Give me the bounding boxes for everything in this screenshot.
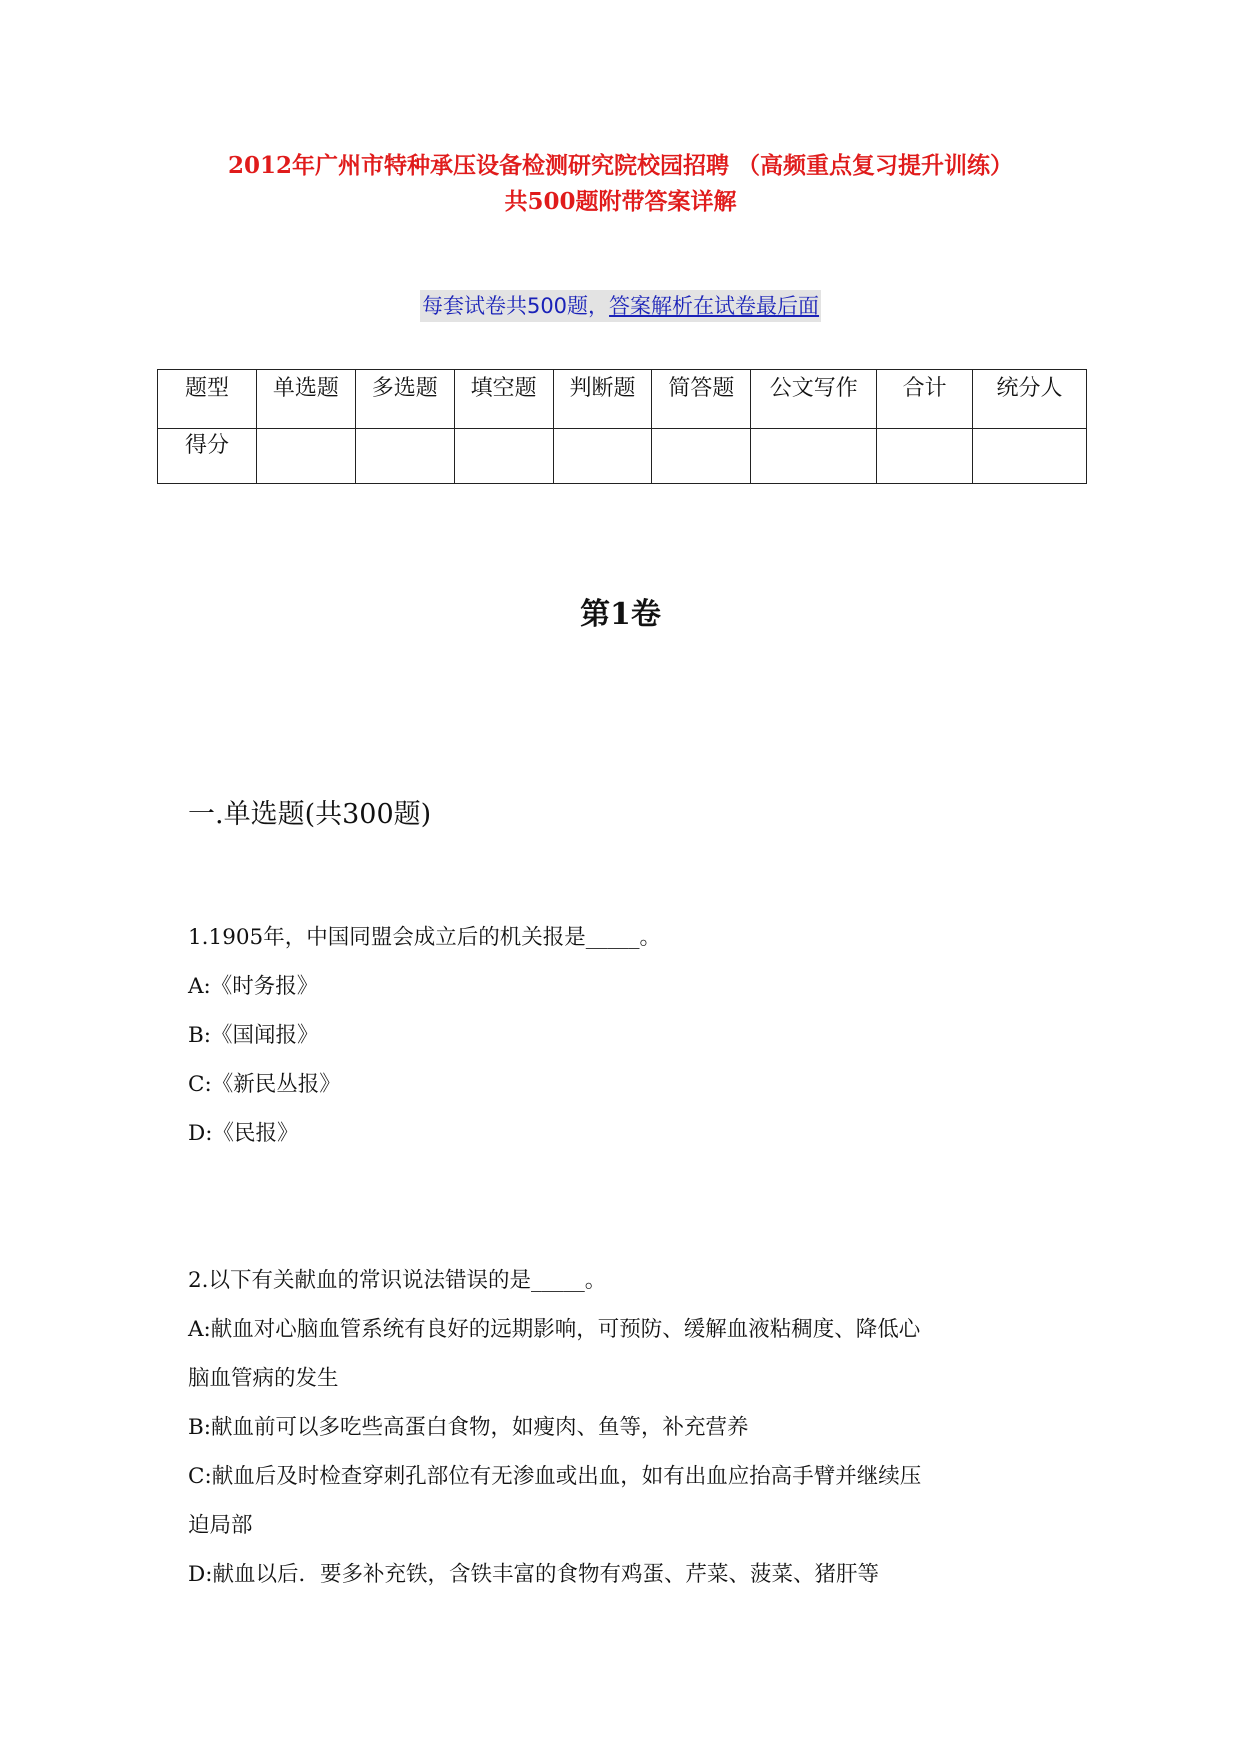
header-cell: 合计 bbox=[877, 370, 973, 429]
option-a: A:献血对心脑血管系统有良好的远期影响，可预防、缓解血液粘稠度、降低心 bbox=[188, 1317, 921, 1342]
header-cell: 判断题 bbox=[553, 370, 652, 429]
option-c: C:献血后及时检查穿刺孔部位有无渗血或出血，如有出血应抬高手臂并继续压 bbox=[188, 1464, 922, 1489]
section-title: 一.单选题(共300题) bbox=[188, 799, 432, 830]
score-cell[interactable] bbox=[877, 429, 973, 484]
volume-title: 第1卷 bbox=[580, 597, 661, 632]
score-cell[interactable] bbox=[652, 429, 751, 484]
header-cell: 统分人 bbox=[973, 370, 1087, 429]
score-cell[interactable] bbox=[553, 429, 652, 484]
document-title-line-1: 2012年广州市特种承压设备检测研究院校园招聘 （高频重点复习提升训练） bbox=[227, 152, 1014, 179]
header-cell: 公文写作 bbox=[751, 370, 877, 429]
option-b: B:献血前可以多吃些高蛋白食物，如瘦肉、鱼等，补充营养 bbox=[188, 1415, 749, 1440]
score-table-score-row bbox=[158, 429, 1087, 484]
score-cell[interactable] bbox=[454, 429, 553, 484]
question-stem: 1.1905年，中国同盟会成立后的机关报是_____。 bbox=[188, 925, 661, 950]
score-row-label: 得分 bbox=[158, 429, 257, 484]
score-cell[interactable] bbox=[256, 429, 355, 484]
option-d: D:《民报》 bbox=[188, 1121, 299, 1146]
document-title-line-2: 共500题附带答案详解 bbox=[504, 188, 737, 215]
subtitle-text: 每套试卷共500题， bbox=[421, 294, 610, 318]
score-table-header-row bbox=[158, 370, 1087, 429]
subtitle bbox=[420, 290, 821, 322]
score-cell[interactable] bbox=[973, 429, 1087, 484]
option-c-continued: 迫局部 bbox=[188, 1513, 253, 1538]
header-cell: 填空题 bbox=[454, 370, 553, 429]
option-a-continued: 脑血管病的发生 bbox=[188, 1366, 339, 1391]
score-cell[interactable] bbox=[355, 429, 454, 484]
question-1 bbox=[188, 913, 1068, 1158]
header-cell: 多选题 bbox=[355, 370, 454, 429]
header-cell: 单选题 bbox=[256, 370, 355, 429]
option-d: D:献血以后．要多补充铁，含铁丰富的食物有鸡蛋、芹菜、菠菜、猪肝等 bbox=[188, 1562, 879, 1587]
header-cell: 简答题 bbox=[652, 370, 751, 429]
option-c: C:《新民丛报》 bbox=[188, 1072, 341, 1097]
score-table bbox=[157, 369, 1087, 484]
subtitle-container bbox=[0, 290, 1241, 322]
score-cell[interactable] bbox=[751, 429, 877, 484]
option-a: A:《时务报》 bbox=[188, 974, 319, 999]
option-b: B:《国闻报》 bbox=[188, 1023, 319, 1048]
header-cell: 题型 bbox=[158, 370, 257, 429]
question-2 bbox=[188, 1256, 1068, 1599]
subtitle-link[interactable]: 答案解析在试卷最后面 bbox=[609, 294, 820, 318]
question-stem: 2.以下有关献血的常识说法错误的是_____。 bbox=[188, 1268, 607, 1293]
